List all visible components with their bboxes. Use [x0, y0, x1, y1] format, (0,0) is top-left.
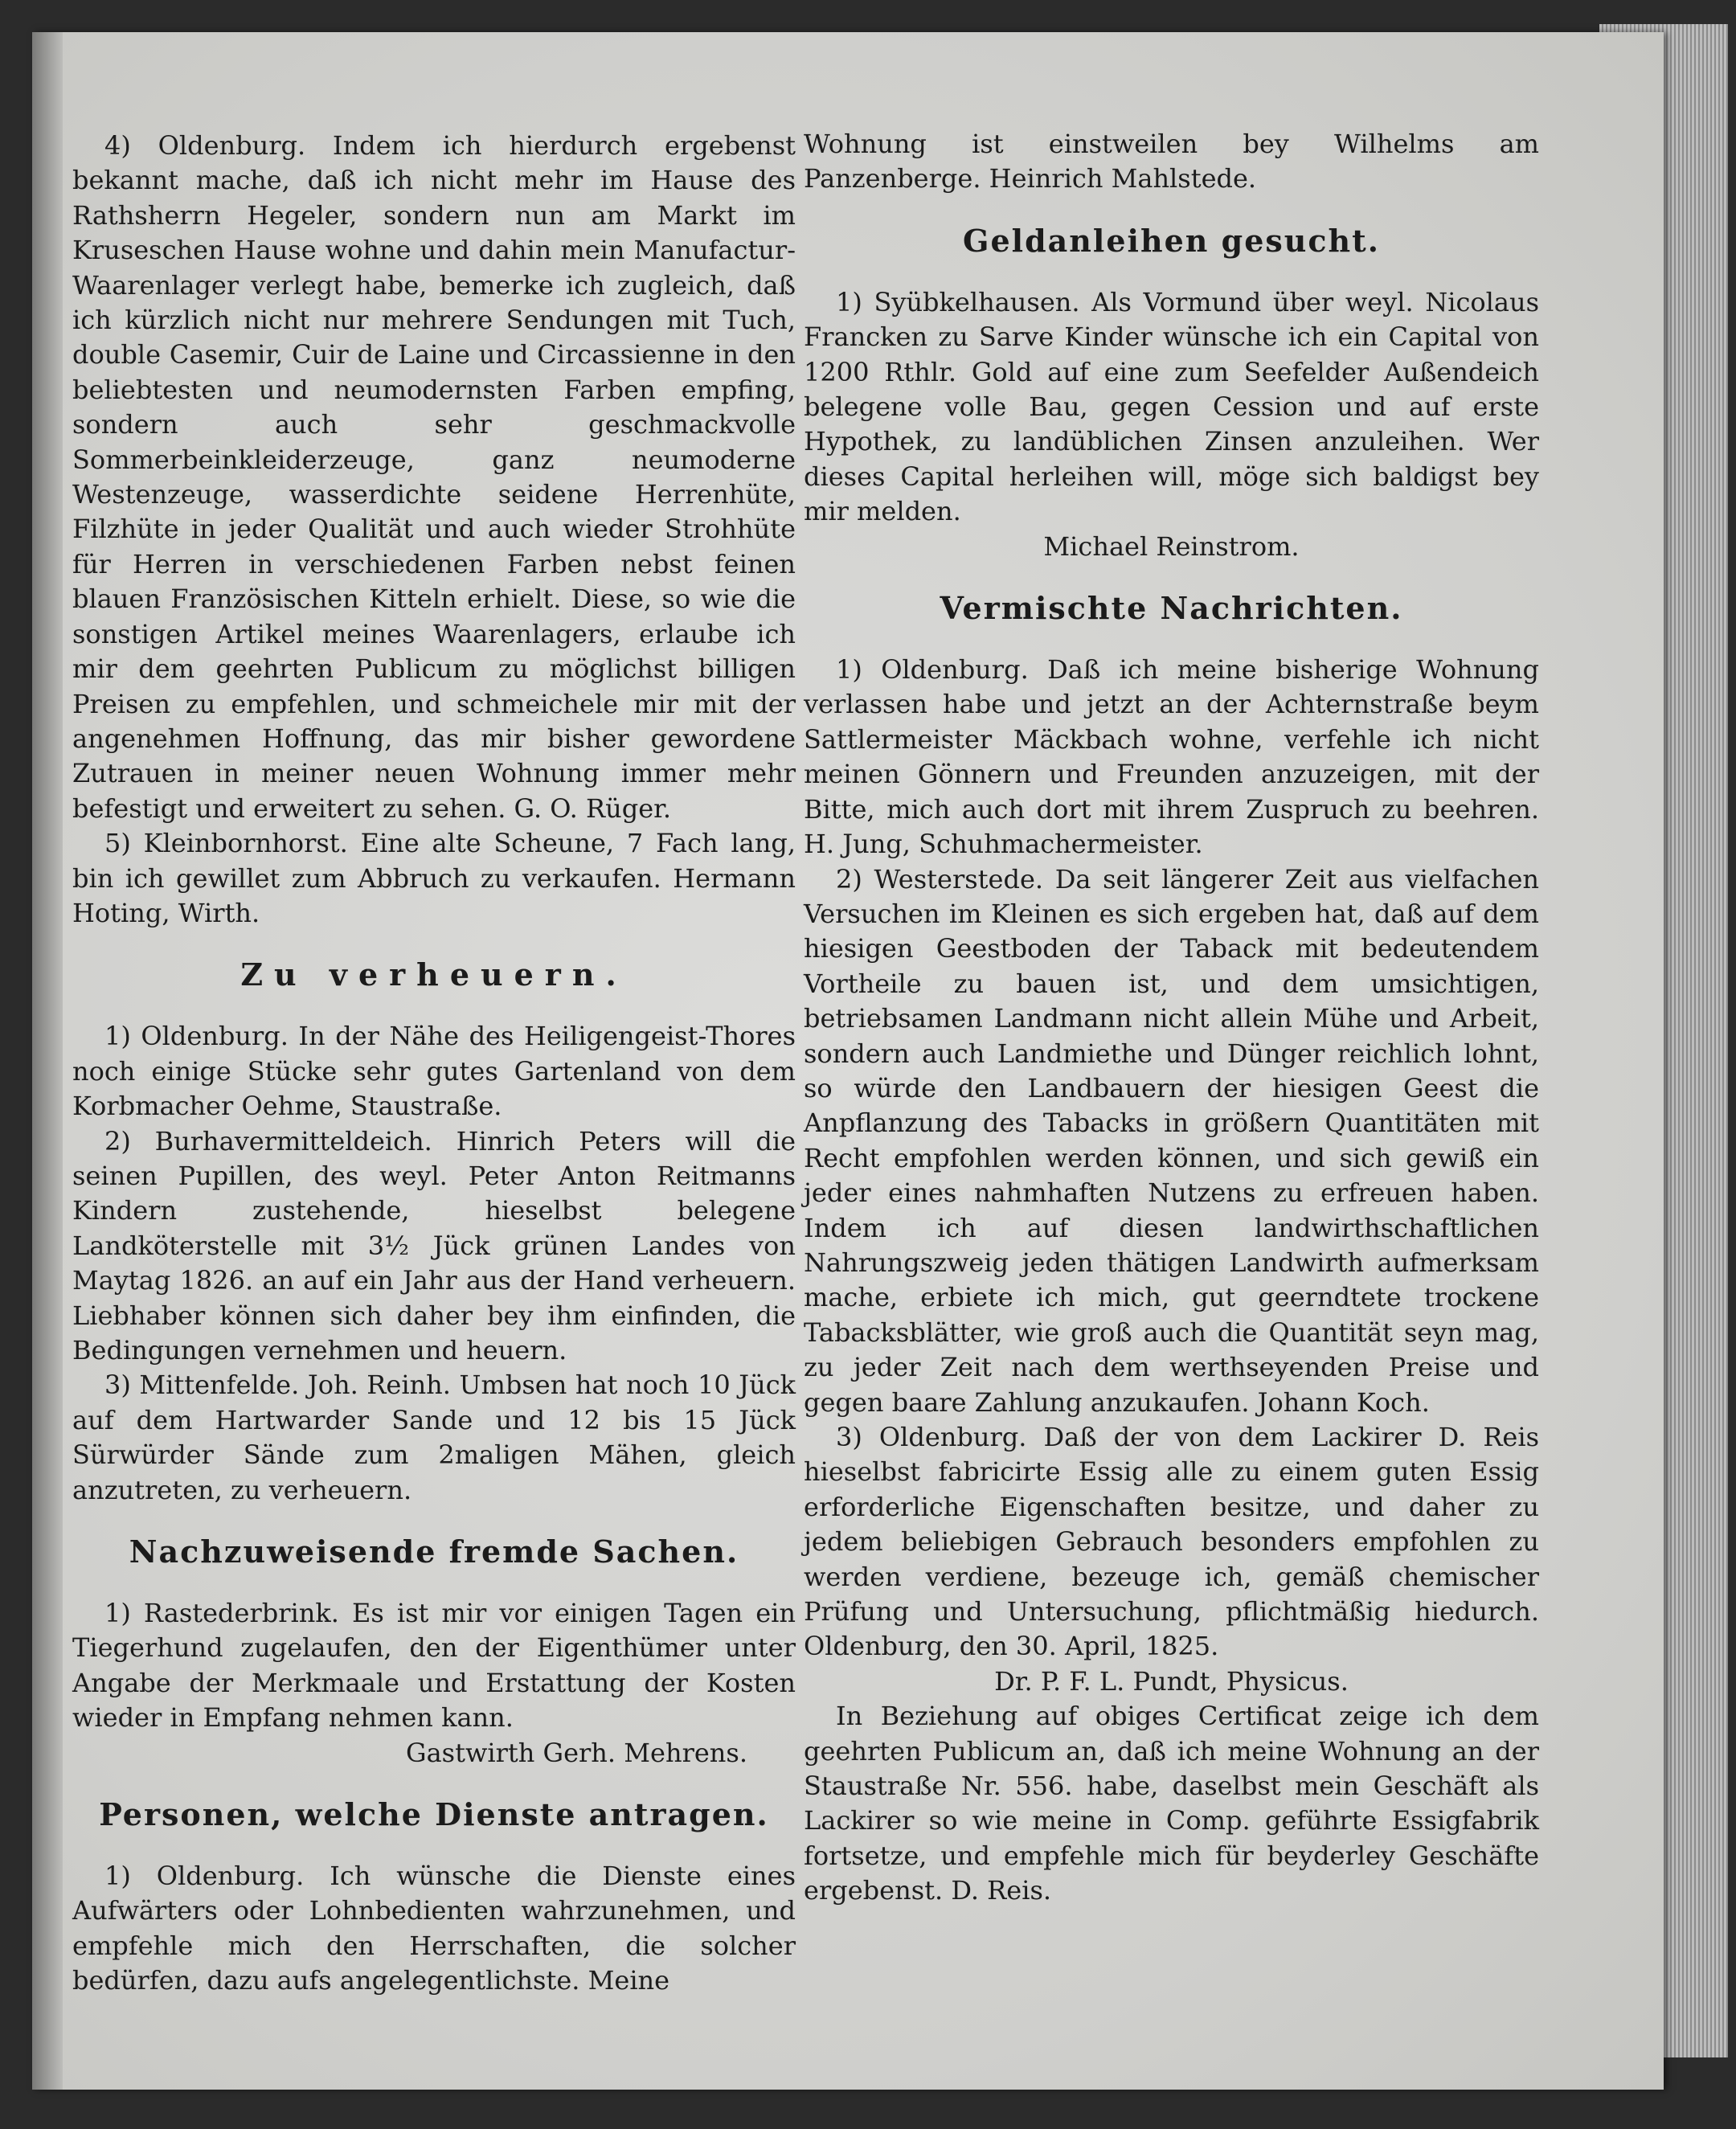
signature-reinstrom: Michael Reinstrom.: [1043, 530, 1300, 562]
notice-oldenburg-essig: 3) Oldenburg. Daß der von dem Lackirer D. Reis hieselbst fabricirte Essig alle zu einem guten Essig erforderliche Eigenschaften besitze, und daher zu jedem beliebigen Gebrauch besonders empfohlen zu werden verdiene, bezeuge ich, gemäß chemischer Prüfung und Untersuchung, pflichtmäßig hiedurch. Oldenburg, den 30. April, 1825.: [804, 1422, 1539, 1662]
binding-gutter: [32, 32, 63, 2090]
notice-oldenburg-gartenland: 1) Oldenburg. In der Nähe des Heiligengeist-Thores noch einige Stücke sehr gutes Gartenland von dem Korbmacher Oehme, Staustraße.: [72, 1021, 796, 1122]
notice-syuebkelhausen: 1) Syübkelhausen. Als Vormund über weyl. Nicolaus Francken zu Sarve Kinder wünsche ich ein Capital von 1200 Rthlr. Gold auf eine zum Seefelder Außendeich belegene volle Bau, gegen Cession und auf erste Hypothek, zu landüblichen Zinsen anzuleihen. Wer dieses Capital herleihen will, möge sich baldigst bey mir melden.: [804, 286, 1539, 527]
notice-oldenburg-rueger: 4) Oldenburg. Indem ich hierdurch ergebenst bekannt mache, daß ich nicht mehr im Hause des Rathsherrn Hegeler, sondern nun am Markt im Kruseschen Hause wohne und dahin mein Manufactur-Waarenlager verlegt habe, bemerke ich zugleich, daß ich kürzlich nicht nur mehrere Sendungen mit Tuch, double Casemir, Cuir de Laine und Circassienne in den beliebtesten und neumodernsten Farben empfing, sondern auch sehr geschmackvolle Sommerbeinkleiderzeuge, ganz neumoderne Westenzeuge, wasserdichte seidene Herrenhüte, Filzhüte in jeder Qualität und auch wieder Strohhüte für Herren in verschiedenen Farben nebst feinen blauen Französischen Kitteln erhielt. Diese, so wie die sonstigen Artikel meines Waarenlagers, erlaube ich mir dem geehrten Publicum zu möglichst billigen Preisen zu empfehlen, und schmeichele mir mit der angenehmen Hoffnung, das mir bisher gewordene Zutrauen in meiner neuen Wohnung immer mehr befestigt und erweitert zu sehen. G. O. Rüger.: [72, 130, 796, 824]
newspaper-page: [32, 32, 1664, 2090]
notice-burhavermitteldeich: 2) Burhavermitteldeich. Hinrich Peters will die seinen Pupillen, des weyl. Peter Anton Reitmanns Kindern zustehende, hieselbst belegene Landköterstelle mit 3½ Jück grünen Landes von Maytag 1826. an auf ein Jahr aus der Hand verheuern. Liebhaber können sich daher bey ihm einfinden, die Bedingungen vernehmen und heuern.: [72, 1125, 796, 1365]
left-column: [72, 129, 796, 1999]
notice-oldenburg-aufwaerter: 1) Oldenburg. Ich wünsche die Dienste eines Aufwärters oder Lohnbedienten wahrzunehmen, und empfehle mich den Herrschaften, die solcher bedürfen, dazu aufs angelegentlichste. Meine: [72, 1861, 796, 1996]
signature-mehrens: Gastwirth Gerh. Mehrens.: [406, 1737, 747, 1768]
notice-mahlstede-continued: Wohnung ist einstweilen bey Wilhelms am Panzenberge. Heinrich Mahlstede.: [804, 129, 1539, 194]
notice-rastederbrink: 1) Rastederbrink. Es ist mir vor einigen Tagen ein Tiegerhund zugelaufen, den der Eigenthümer unter Angabe der Merkmaale und Erstattung der Kosten wieder in Empfang nehmen kann.: [72, 1598, 796, 1734]
notice-westerstede: 2) Westerstede. Da seit längerer Zeit aus vielfachen Versuchen im Kleinen es sich ergeben hat, daß auf dem hiesigen Geestboden der Taback mit bedeutendem Vortheile zu bauen ist, und dem umsichtigen, betriebsamen Landmann nicht allein Mühe und Arbeit, sondern auch Landmiethe und Dünger reichlich lohnt, so würde den Landbauern der hiesigen Geest die Anpflanzung des Tabacks in größern Quantitäten mit Recht empfohlen werden können, und sich gewiß ein jeder eines nahmhaften Nutzens zu erfreuen haben. Indem ich auf diesen landwirthschaftlichen Nahrungszweig jeden thätigen Landwirth aufmerksam mache, erbiete ich mich, gut geerndtete trockene Tabacksblätter, wie groß auch die Quantität seyn mag, zu jeder Zeit nach dem werthseyenden Preise und gegen baare Zahlung anzukaufen. Johann Koch.: [804, 863, 1539, 1418]
signature-pundt: Dr. P. F. L. Pundt, Physicus.: [994, 1665, 1349, 1697]
heading-dienste: Personen, welche Dienste antragen.: [99, 1796, 769, 1833]
notice-mittenfelde: 3) Mittenfelde. Joh. Reinh. Umbsen hat noch 10 Jück auf dem Hartwarder Sande und 12 bis 15 Jück Sürwürder Sände zum 2maligen Mähen, gleich anzutreten, zu verheuern.: [72, 1370, 796, 1505]
heading-fremde-sachen: Nachzuweisende fremde Sachen.: [129, 1533, 739, 1570]
heading-zu-verheuern: Zu verheuern.: [240, 956, 628, 993]
heading-geldanleihen: Geldanleihen gesucht.: [963, 222, 1380, 259]
notice-reis: In Beziehung auf obiges Certificat zeige ich dem geehrten Publicum an, daß ich meine Wohnung an der Staustraße Nr. 556. habe, daselbst mein Geschäft als Lackirer so wie meine in Comp. geführte Essigfabrik fortsetze, und empfehle mich für beyderley Geschäfte ergebenst. D. Reis.: [804, 1701, 1539, 1906]
notice-kleinbornhorst: 5) Kleinbornhorst. Eine alte Scheune, 7 Fach lang, bin ich gewillet zum Abbruch zu verkaufen. Hermann Hoting, Wirth.: [72, 828, 796, 928]
right-column: [804, 127, 1539, 1909]
notice-oldenburg-jung: 1) Oldenburg. Daß ich meine bisherige Wohnung verlassen habe und jetzt an der Achternstraße beym Sattlermeister Mäckbach wohne, verfehle ich nicht meinen Gönnern und Freunden anzuzeigen, mit der Bitte, mich auch dort mit ihrem Zuspruch zu beehren. H. Jung, Schuhmachermeister.: [804, 654, 1539, 860]
heading-vermischte-nachrichten: Vermischte Nachrichten.: [940, 590, 1403, 627]
